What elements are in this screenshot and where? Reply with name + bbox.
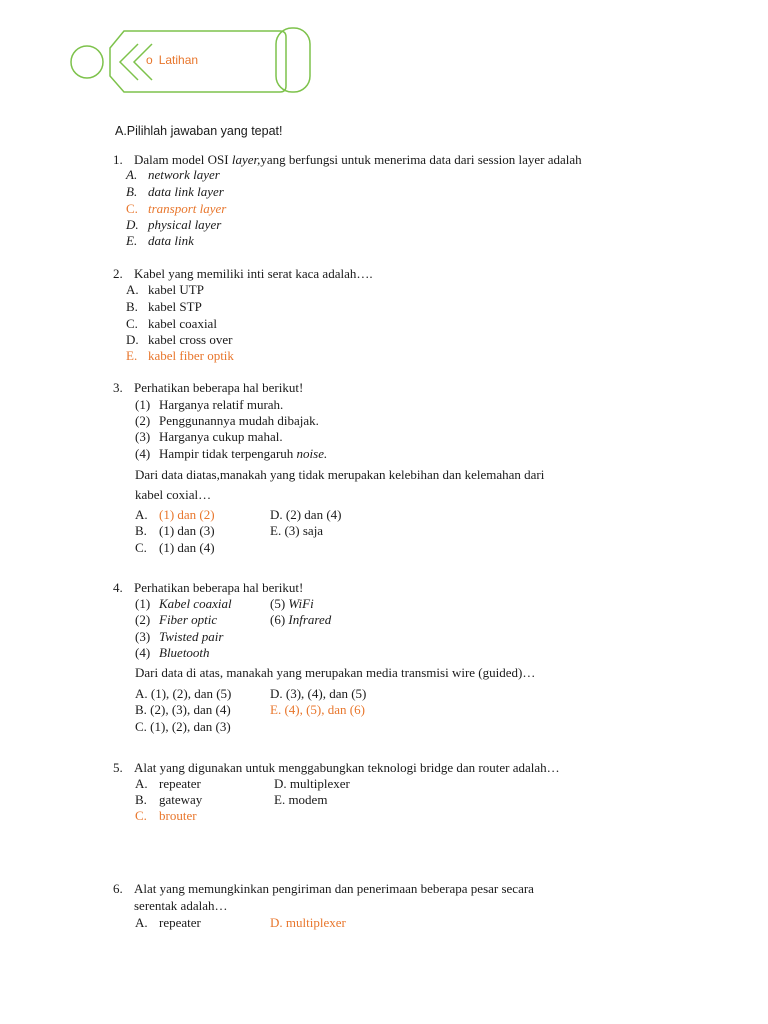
question-text: Dalam model OSI layer,yang berfungsi untuk menerima data dari session layer adalah bbox=[134, 152, 582, 167]
option-d[interactable]: D. (2) dan (4) bbox=[270, 507, 342, 522]
option-c-correct[interactable]: C. brouter bbox=[135, 808, 197, 823]
statement-item: (5) WiFi bbox=[270, 596, 314, 611]
question-text-cont: serentak adalah… bbox=[134, 898, 228, 913]
option-b[interactable]: B. (1) dan (3) bbox=[135, 523, 215, 538]
question-number: 1. bbox=[113, 152, 123, 167]
question-text: Perhatikan beberapa hal berikut! bbox=[134, 580, 304, 595]
statement-item: (2) Fiber optic bbox=[135, 612, 218, 627]
statement-item: (6) Infrared bbox=[270, 612, 332, 627]
question-number: 5. bbox=[113, 760, 123, 775]
statement-item: (4) Bluetooth bbox=[135, 645, 210, 660]
question-text: Alat yang digunakan untuk menggabungkan teknologi bridge dan router adalah… bbox=[134, 760, 560, 775]
option-a[interactable]: A. kabel UTP bbox=[126, 282, 204, 297]
question-text: Alat yang memungkinkan pengiriman dan penerimaan beberapa pesar secara bbox=[134, 881, 534, 896]
banner-endcap bbox=[276, 28, 310, 92]
question-prompt: Dari data di atas, manakah yang merupakan media transmisi wire (guided)… bbox=[135, 665, 536, 680]
banner-title: Latihan bbox=[158, 53, 199, 67]
question-number: 3. bbox=[113, 380, 123, 395]
question-number: 2. bbox=[113, 266, 123, 281]
question-number: 4. bbox=[113, 580, 123, 595]
option-a[interactable]: A. repeater bbox=[135, 776, 201, 791]
option-c-correct[interactable]: C. transport layer bbox=[126, 201, 227, 216]
option-e-correct[interactable]: E. (4), (5), dan (6) bbox=[270, 702, 365, 717]
statement-item: (3) Harganya cukup mahal. bbox=[135, 429, 283, 444]
option-a[interactable]: A. repeater bbox=[135, 915, 201, 930]
option-b[interactable]: B. data link layer bbox=[126, 184, 224, 199]
option-e[interactable]: E. modem bbox=[274, 792, 328, 807]
option-e-correct[interactable]: E. kabel fiber optik bbox=[126, 348, 234, 363]
statement-item: (2) Penggunannya mudah dibajak. bbox=[135, 413, 319, 428]
statement-item: (1) Kabel coaxial bbox=[135, 596, 232, 611]
option-e[interactable]: E. (3) saja bbox=[270, 523, 324, 538]
option-b[interactable]: B. gateway bbox=[135, 792, 203, 807]
option-d[interactable]: D. (3), (4), dan (5) bbox=[270, 686, 367, 701]
statement-item: (4) Hampir tidak terpengaruh noise. bbox=[135, 446, 328, 461]
option-d[interactable]: D. kabel cross over bbox=[126, 332, 233, 347]
option-d-correct[interactable]: D. multiplexer bbox=[270, 915, 346, 930]
banner-label bbox=[146, 52, 198, 68]
option-e[interactable]: E. data link bbox=[126, 233, 194, 248]
option-b[interactable]: B. kabel STP bbox=[126, 299, 202, 314]
section-title: A.Pilihlah jawaban yang tepat! bbox=[115, 124, 283, 138]
question-text: Perhatikan beberapa hal berikut! bbox=[134, 380, 304, 395]
option-d[interactable]: D. physical layer bbox=[126, 217, 222, 232]
statement-item: (3) Twisted pair bbox=[135, 629, 224, 644]
option-c[interactable]: C. (1) dan (4) bbox=[135, 540, 215, 555]
banner-circle-icon bbox=[71, 46, 103, 78]
banner-bullet: o bbox=[146, 53, 153, 67]
option-a[interactable]: A. (1), (2), dan (5) bbox=[135, 686, 232, 701]
option-a[interactable]: A. network layer bbox=[126, 167, 220, 182]
statement-item: (1) Harganya relatif murah. bbox=[135, 397, 284, 412]
question-prompt-cont: kabel coxial… bbox=[135, 487, 212, 502]
question-number: 6. bbox=[113, 881, 123, 896]
option-c[interactable]: C. kabel coaxial bbox=[126, 316, 217, 331]
question-prompt: Dari data diatas,manakah yang tidak merupakan kelebihan dan kelemahan dari bbox=[135, 467, 545, 482]
option-c[interactable]: C. (1), (2), dan (3) bbox=[135, 719, 231, 734]
question-text: Kabel yang memiliki inti serat kaca adalah…. bbox=[134, 266, 373, 281]
option-a-correct[interactable]: A. (1) dan (2) bbox=[135, 507, 215, 522]
option-d[interactable]: D. multiplexer bbox=[274, 776, 350, 791]
option-b[interactable]: B. (2), (3), dan (4) bbox=[135, 702, 231, 717]
